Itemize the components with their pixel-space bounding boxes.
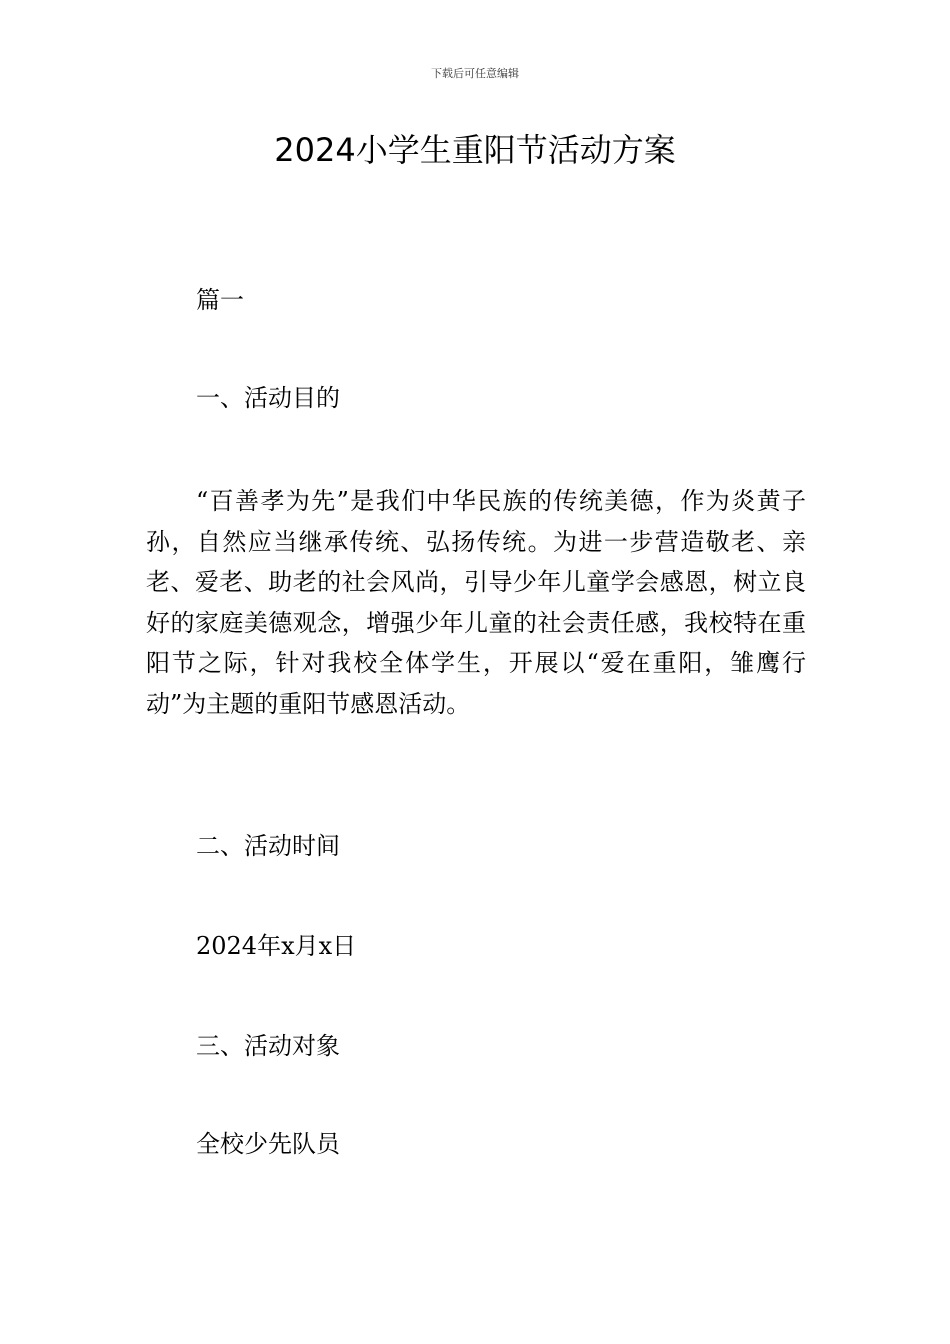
section-body-purpose: “百善孝为先”是我们中华民族的传统美德，作为炎黄子孙，自然应当继承传统、弘扬传统。为进一步营造敬老、亲老、爱老、助老的社会风尚，引导少年儿童学会感恩，树立良好的家庭美德观念，增强少年儿童的社会责任感，我校特在重阳节之际，针对我校全体学生，开展以“爱在重阳，雏鹰行动”为主题的重阳节感恩活动。 [146,487,806,718]
document-title: 2024小学生重阳节活动方案 [274,131,676,169]
section-heading-time: 二、活动时间 [196,832,340,860]
section-heading-audience: 三、活动对象 [196,1032,340,1060]
part-label: 篇一 [196,286,244,314]
page-header-note: 下载后可任意编辑 [431,67,519,80]
section-heading-purpose: 一、活动目的 [196,384,340,412]
section-body-audience: 全校少先队员 [196,1130,340,1158]
section-body-time: 2024年x月x日 [196,932,357,960]
